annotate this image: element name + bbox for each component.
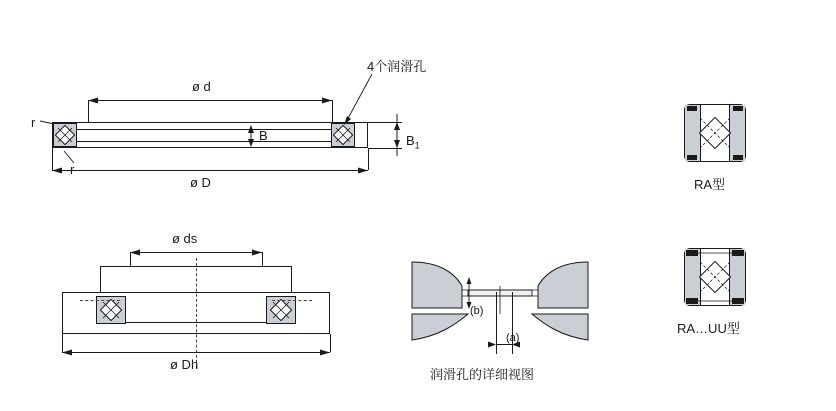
label-type-ra: RA型: [694, 177, 726, 192]
ring-inner-line-bottom: [75, 141, 345, 142]
label-r-left: r: [31, 115, 36, 130]
ring-inner-line-top: [75, 129, 345, 130]
type-ra-top-detail: [684, 104, 746, 114]
main-section-view: [0, 0, 460, 210]
right-roller-cross-icon: [333, 125, 353, 145]
arrow-phi-Dh-left: [59, 348, 73, 357]
bearing-outer-body: [52, 122, 368, 148]
centerline-horizontal-left: [80, 300, 120, 301]
housing-left-roller-cross-icon: [100, 299, 122, 321]
label-detail-a: (a): [506, 332, 520, 344]
label-r-bottom: r: [70, 162, 75, 177]
leader-r-bottom: [62, 150, 80, 166]
type-ra-uu-seal-top: [684, 248, 746, 260]
arrow-phi-Dh-right: [319, 348, 333, 357]
label-B1: [406, 134, 420, 151]
label-type-ra-uu: RA…UU型: [677, 321, 740, 336]
type-ra-uu-roller-icon: [697, 258, 733, 296]
label-lube-holes: 4个润滑孔: [367, 59, 427, 74]
arrow-phi-d-left: [85, 96, 99, 105]
housing-section-view: [0, 210, 400, 410]
type-ra-uu-seal-bottom: [684, 294, 746, 306]
label-B1-main: B: [406, 133, 415, 148]
dim-line-phi-Dh: [62, 352, 330, 353]
arrow-phi-ds-right: [251, 248, 265, 257]
label-B: B: [259, 128, 268, 143]
type-ra-roller-icon: [697, 114, 733, 152]
lube-hole-detail-view: [400, 240, 630, 400]
arrow-phi-ds-left: [127, 248, 141, 257]
centerline-horizontal-right: [272, 300, 312, 301]
arrow-phi-d-right: [321, 96, 335, 105]
type-ra-uu-view: [672, 248, 812, 358]
leader-r-left: [40, 118, 58, 128]
label-B1-sub: 1: [414, 140, 420, 151]
label-phi-Dh: ø Dh: [170, 357, 199, 372]
type-ra-view: [672, 104, 792, 214]
label-phi-d: ø d: [192, 79, 211, 94]
dim-B: [244, 124, 258, 148]
dim-B1-arrows: [390, 114, 404, 156]
label-phi-ds: ø ds: [172, 231, 198, 246]
detail-profile-shape: [410, 250, 590, 345]
type-ra-bottom-detail: [684, 152, 746, 162]
label-detail-b: (b): [470, 305, 484, 317]
leader-lube-holes: [340, 72, 374, 126]
left-roller-cross-icon: [55, 125, 75, 145]
arrow-a-left: [486, 340, 498, 349]
label-phi-D: ø D: [190, 175, 211, 190]
housing-right-roller-cross-icon: [270, 299, 292, 321]
arrow-phi-D-right: [357, 166, 371, 175]
dim-line-phi-d: [88, 100, 332, 101]
dim-line-phi-D: [52, 170, 368, 171]
caption-lube-hole-detail: 润滑孔的详细视图: [430, 367, 535, 382]
dim-line-phi-ds: [130, 252, 262, 253]
arrow-phi-D-left: [49, 166, 63, 175]
